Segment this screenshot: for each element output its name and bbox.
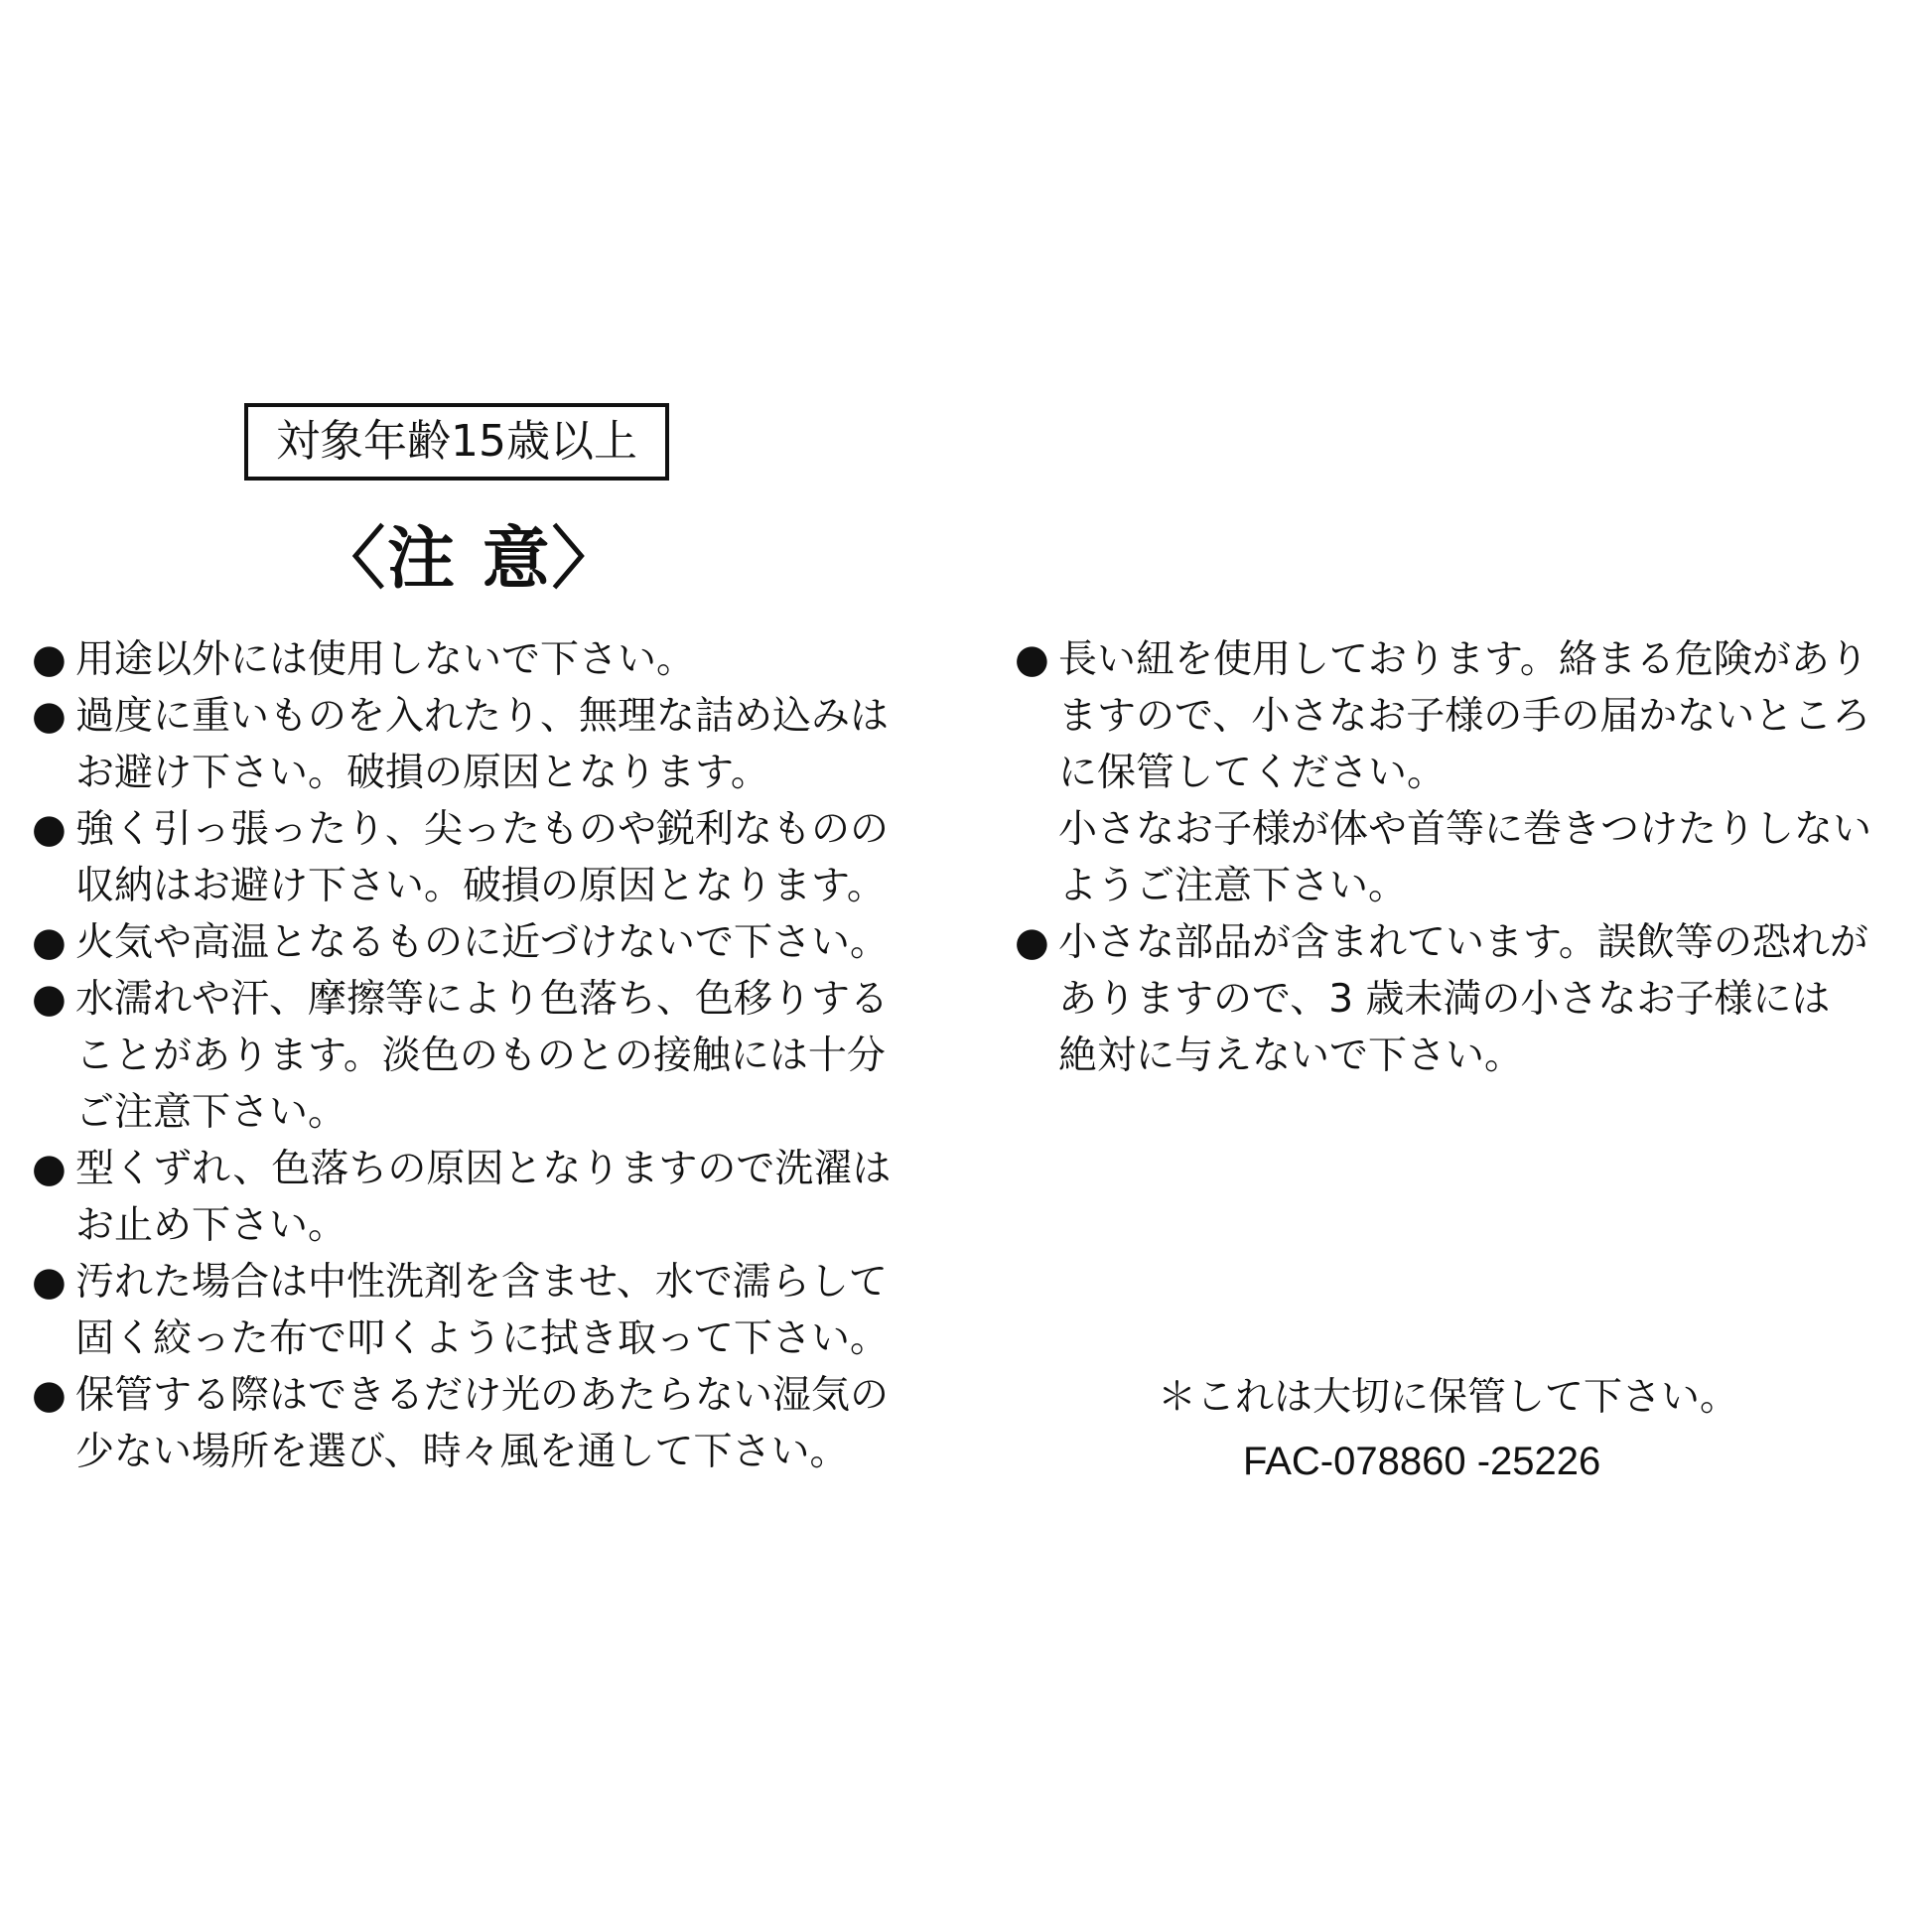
caution-line: 用途以外には使用しないで下さい。 <box>75 637 696 682</box>
caution-item-text <box>1058 631 1908 914</box>
caution-line: ようご注意下さい。 <box>1058 864 1408 908</box>
caution-line: 固く絞った布で叩くように拭き取って下さい。 <box>75 1316 890 1361</box>
caution-line: 汚れた場合は中性洗剤を含ませ、水で濡らして <box>75 1260 888 1305</box>
caution-item-text <box>75 971 925 1141</box>
caution-item-text <box>1058 914 1908 1084</box>
keep-note: ＊これは大切に保管して下さい。 <box>1158 1375 1739 1420</box>
bullet-icon: ● <box>32 976 67 1022</box>
caution-item <box>32 1367 925 1480</box>
caution-line: 火気や高温となるものに近づけないで下さい。 <box>75 920 890 965</box>
caution-item <box>32 631 925 688</box>
caution-item-text <box>75 1254 925 1367</box>
bullet-icon: ● <box>32 636 67 682</box>
caution-line: 保管する際はできるだけ光のあたらない湿気の <box>75 1373 890 1418</box>
bullet-icon: ● <box>1015 636 1049 682</box>
caution-line: ことがあります。淡色のものとの接触には十分 <box>75 1034 886 1078</box>
caution-line: 収納はお避け下さい。破損の原因となります。 <box>75 864 886 908</box>
caution-line: 強く引っ張ったり、尖ったものや鋭利なものの <box>75 807 890 852</box>
caution-item-text <box>75 688 925 801</box>
caution-line: に保管してください。 <box>1058 751 1447 795</box>
caution-line: ありますので、3 歳未満の小さなお子様には <box>1058 977 1831 1022</box>
caution-item <box>32 1141 925 1254</box>
caution-item-text <box>75 631 925 688</box>
caution-line: 長い紐を使用しております。絡まる危険があり <box>1058 637 1868 682</box>
caution-line: ますので、小さなお子様の手の届かないところ <box>1058 694 1871 739</box>
caution-item-text <box>75 914 925 971</box>
bullet-icon: ● <box>32 919 67 965</box>
caution-item-text <box>75 1367 925 1480</box>
bullet-icon: ● <box>32 1259 67 1305</box>
caution-item <box>32 914 925 971</box>
caution-line: 水濡れや汗、摩擦等により色落ち、色移りする <box>75 977 890 1022</box>
caution-item <box>32 971 925 1141</box>
caution-line: 少ない場所を選び、時々風を通して下さい。 <box>75 1430 849 1474</box>
caution-item <box>32 1254 925 1367</box>
caution-line: 過度に重いものを入れたり、無理な詰め込みは <box>75 694 890 739</box>
caution-line: 小さな部品が含まれています。誤飲等の恐れが <box>1058 920 1868 965</box>
caution-line: お止め下さい。 <box>75 1203 347 1248</box>
caution-list-left <box>32 631 925 1480</box>
bullet-icon: ● <box>32 1146 67 1191</box>
caution-item <box>1015 631 1908 914</box>
caution-line: 型くずれ、色落ちの原因となりますので洗濯は <box>75 1147 892 1191</box>
caution-line: お避け下さい。破損の原因となります。 <box>75 751 769 795</box>
caution-line: 小さなお子様が体や首等に巻きつけたりしない <box>1058 807 1872 852</box>
bullet-icon: ● <box>1015 919 1049 965</box>
caution-item <box>32 688 925 801</box>
caution-item <box>32 801 925 914</box>
caution-line: 絶対に与えないで下さい。 <box>1058 1034 1524 1078</box>
bullet-icon: ● <box>32 806 67 852</box>
caution-line: ご注意下さい。 <box>75 1090 347 1135</box>
age-label: 対象年齢15歳以上 <box>276 416 637 467</box>
bullet-icon: ● <box>32 693 67 739</box>
caution-item-text <box>75 1141 925 1254</box>
bullet-icon: ● <box>32 1372 67 1418</box>
caution-list-right <box>1015 631 1908 1084</box>
caution-heading: 〈注 意〉 <box>318 520 621 599</box>
age-label-box <box>244 403 669 481</box>
caution-item-text <box>75 801 925 914</box>
caution-item <box>1015 914 1908 1084</box>
product-code: FAC-078860 -25226 <box>1243 1440 1601 1483</box>
